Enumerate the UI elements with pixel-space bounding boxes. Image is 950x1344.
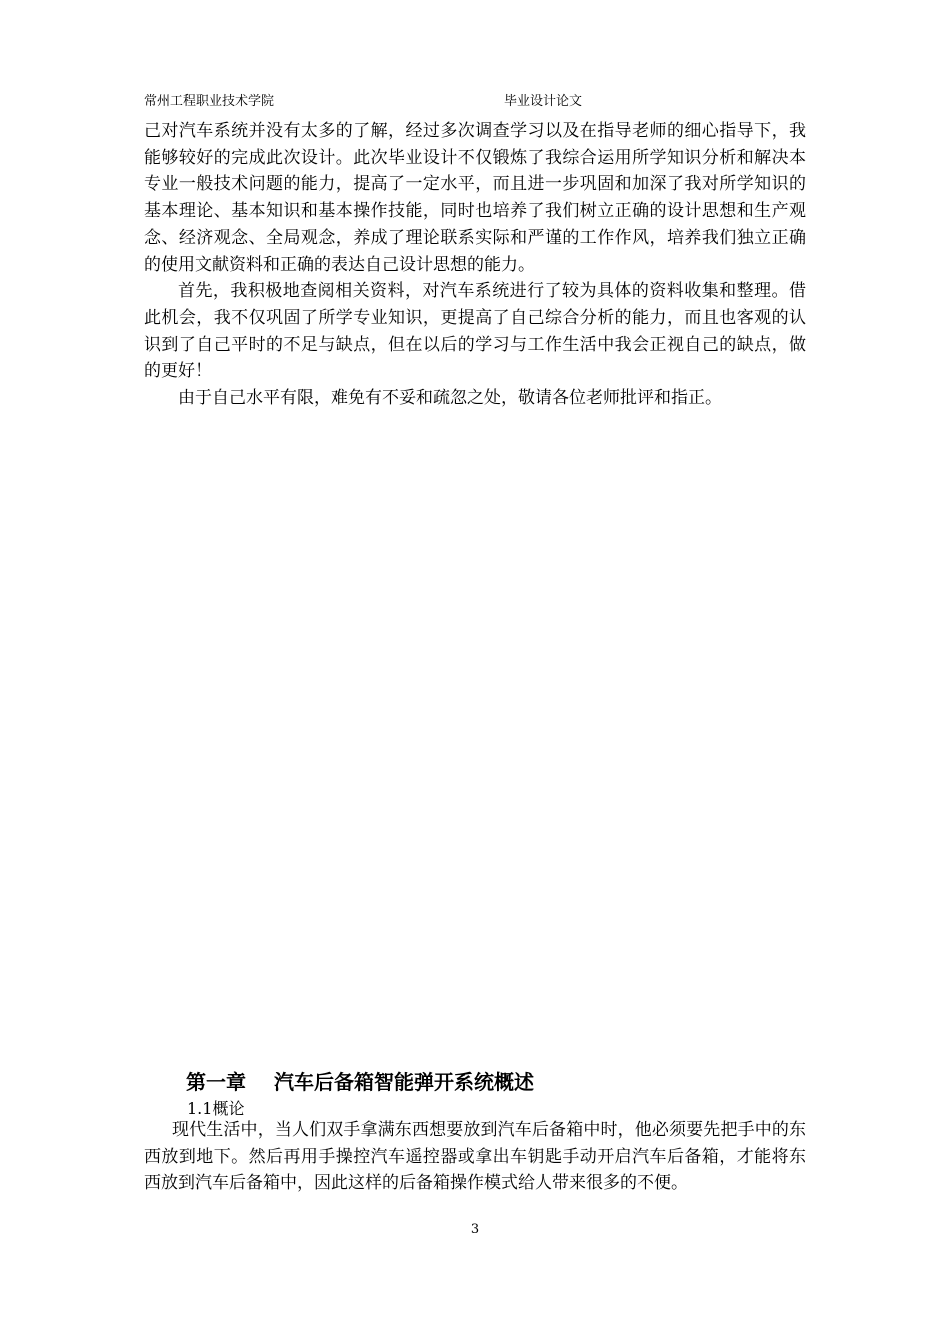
chapter-title: 汽车后备箱智能弹开系统概述 [274,1070,534,1094]
paragraph-3: 由于自己水平有限，难免有不妥和疏忽之处，敬请各位老师批评和指正。 [178,388,722,409]
paragraph-1: 己对汽车系统并没有太多的了解，经过多次调查学习以及在指导老师的细心指导下，我能够较好的完成此次设计。此次毕业设计不仅锻炼了我综合运用所学知识分析和解决本专业一般技术问题的能力，提高了一定水平，而且进一步巩固和加深了我对所学知识的基本理论、基本知识和基本操作技能，同时也培养了我们树立正确的设计思想和生产观念、经济观念、全局观念，养成了理论联系实际和严谨的工作作风，培养我们独立正确的使用文献资料和正确的表达自己设计思想的能力。 [144,121,806,275]
header-document-type: 毕业设计论文 [504,94,583,109]
page-header [144,90,806,110]
chapter-number: 第一章 [186,1070,246,1094]
section-heading: 1.1概论 [187,1099,245,1118]
chapter-heading [186,1066,534,1095]
conclusion-text [144,118,806,412]
header-school-name: 常州工程职业技术学院 [144,94,275,109]
paragraph-2: 首先，我积极地查阅相关资料，对汽车系统进行了较为具体的资料收集和整理。借此机会，我不仅巩固了所学专业知识，更提高了自己综合分析的能力，而且也客观的认识到了自己平时的不足与缺点，但在以后的学习与工作生活中我会正视自己的缺点，做的更好！ [144,281,806,382]
page-number: 3 [470,1222,480,1237]
section-body [144,1117,806,1197]
section-paragraph: 现代生活中，当人们双手拿满东西想要放到汽车后备箱中时，他必须要先把手中的东西放到地下。然后再用手操控汽车遥控器或拿出车钥匙手动开启汽车后备箱，才能将东西放到汽车后备箱中，因此这样的后备箱操作模式给人带来很多的不便。 [144,1120,806,1194]
